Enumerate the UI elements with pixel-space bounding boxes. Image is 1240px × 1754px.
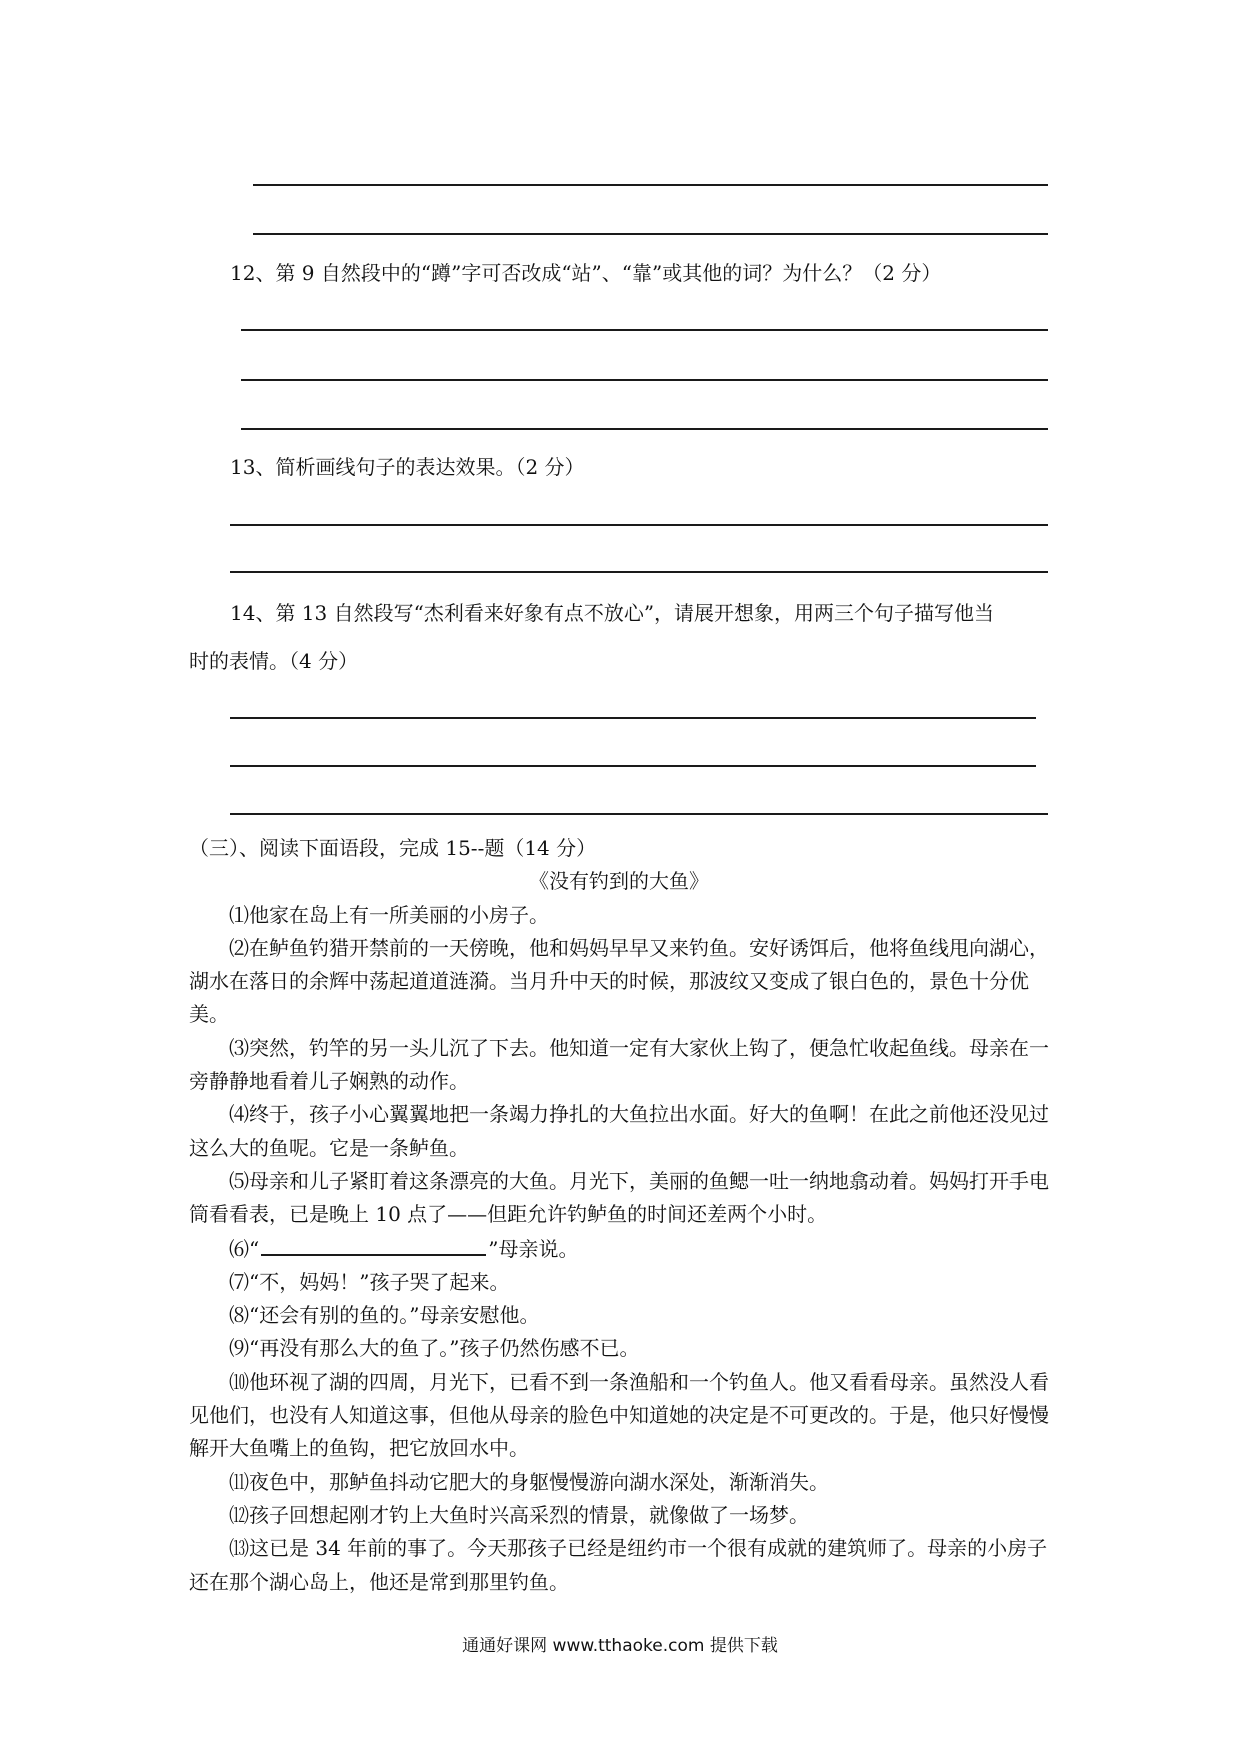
- paragraph: ⑸母亲和儿子紧盯着这条漂亮的大鱼。月光下，美丽的鱼鳃一吐一纳地翕动着。妈妈打开手电筒看看表，已是晚上 10 点了——但距允许钓鲈鱼的时间还差两个小时。: [189, 1168, 1049, 1227]
- paragraph: ⑾夜色中，那鲈鱼抖动它肥大的身躯慢慢游向湖水深处，渐渐消失。: [229, 1469, 829, 1494]
- answer-line: [230, 571, 1048, 573]
- paragraph: ⑿孩子回想起刚才钓上大鱼时兴高采烈的情景，就像做了一场梦。: [229, 1502, 809, 1527]
- answer-line: [230, 717, 1036, 719]
- paragraph: ⑽他环视了湖的四周，月光下，已看不到一条渔船和一个钓鱼人。他又看看母亲。虽然没人看见他们，也没有人知道这事，但他从母亲的脸色中知道她的决定是不可更改的。于是，他只好慢慢解开大鱼嘴上的鱼钩，把它放回水中。: [189, 1369, 1049, 1461]
- question-13: 13、简析画线句子的表达效果。（2 分）: [230, 455, 585, 479]
- fill-in-blank[interactable]: [261, 1232, 486, 1256]
- answer-line: [241, 428, 1048, 430]
- paragraph: ⑵在鲈鱼钓猎开禁前的一天傍晚，他和妈妈早早又来钓鱼。安好诱饵后，他将鱼线甩向湖心，湖水在落日的余辉中荡起道道涟漪。当月升中天的时候，那波纹又变成了银白色的，景色十分优美。: [189, 935, 1049, 1027]
- answer-line: [241, 329, 1048, 331]
- page-footer: 通通好课网 www.tthaoke.com 提供下载: [462, 1636, 778, 1656]
- paragraph-6-prefix: ⑹“: [229, 1236, 260, 1261]
- answer-line: [230, 813, 1048, 815]
- reading-passage: [189, 832, 1049, 1599]
- question-14-line-1: 14、第 13 自然段写“杰利看来好象有点不放心”，请展开想象，用两三个句子描写他当: [230, 601, 995, 625]
- paragraph-6-suffix: ”母亲说。: [488, 1236, 579, 1261]
- paragraph: ⑺“不，妈妈！”孩子哭了起来。: [229, 1269, 510, 1294]
- answer-line: [253, 233, 1048, 235]
- paragraph: ⑼“再没有那么大的鱼了。”孩子仍然伤感不已。: [229, 1336, 640, 1361]
- paragraph: ⑶突然，钓竿的另一头儿沉了下去。他知道一定有大家伙上钩了，便急忙收起鱼线。母亲在一旁静静地看着儿子娴熟的动作。: [189, 1035, 1049, 1094]
- answer-line: [230, 524, 1048, 526]
- paragraph: ⒀这已是 34 年前的事了。今天那孩子已经是纽约市一个很有成就的建筑师了。母亲的小房子还在那个湖心岛上，他还是常到那里钓鱼。: [189, 1536, 1048, 1594]
- paragraph-6: [189, 1232, 1049, 1266]
- answer-line: [241, 379, 1048, 381]
- paragraph: ⑴他家在岛上有一所美丽的小房子。: [229, 902, 549, 927]
- paragraph: ⑻“还会有别的鱼的。”母亲安慰他。: [229, 1303, 540, 1328]
- answer-line: [253, 184, 1048, 186]
- answer-line: [230, 765, 1036, 767]
- paragraph: ⑷终于，孩子小心翼翼地把一条竭力挣扎的大鱼拉出水面。好大的鱼啊！在此之前他还没见过这么大的鱼呢。它是一条鲈鱼。: [189, 1102, 1049, 1160]
- section-heading: （三）、阅读下面语段，完成 15--题（14 分）: [189, 836, 597, 860]
- question-14-line-2: 时的表情。（4 分）: [189, 649, 359, 673]
- passage-title: 《没有钓到的大鱼》: [529, 869, 709, 894]
- question-12: 12、第 9 自然段中的“蹲”字可否改成“站”、“靠”或其他的词？为什么？（2 分）: [230, 261, 942, 285]
